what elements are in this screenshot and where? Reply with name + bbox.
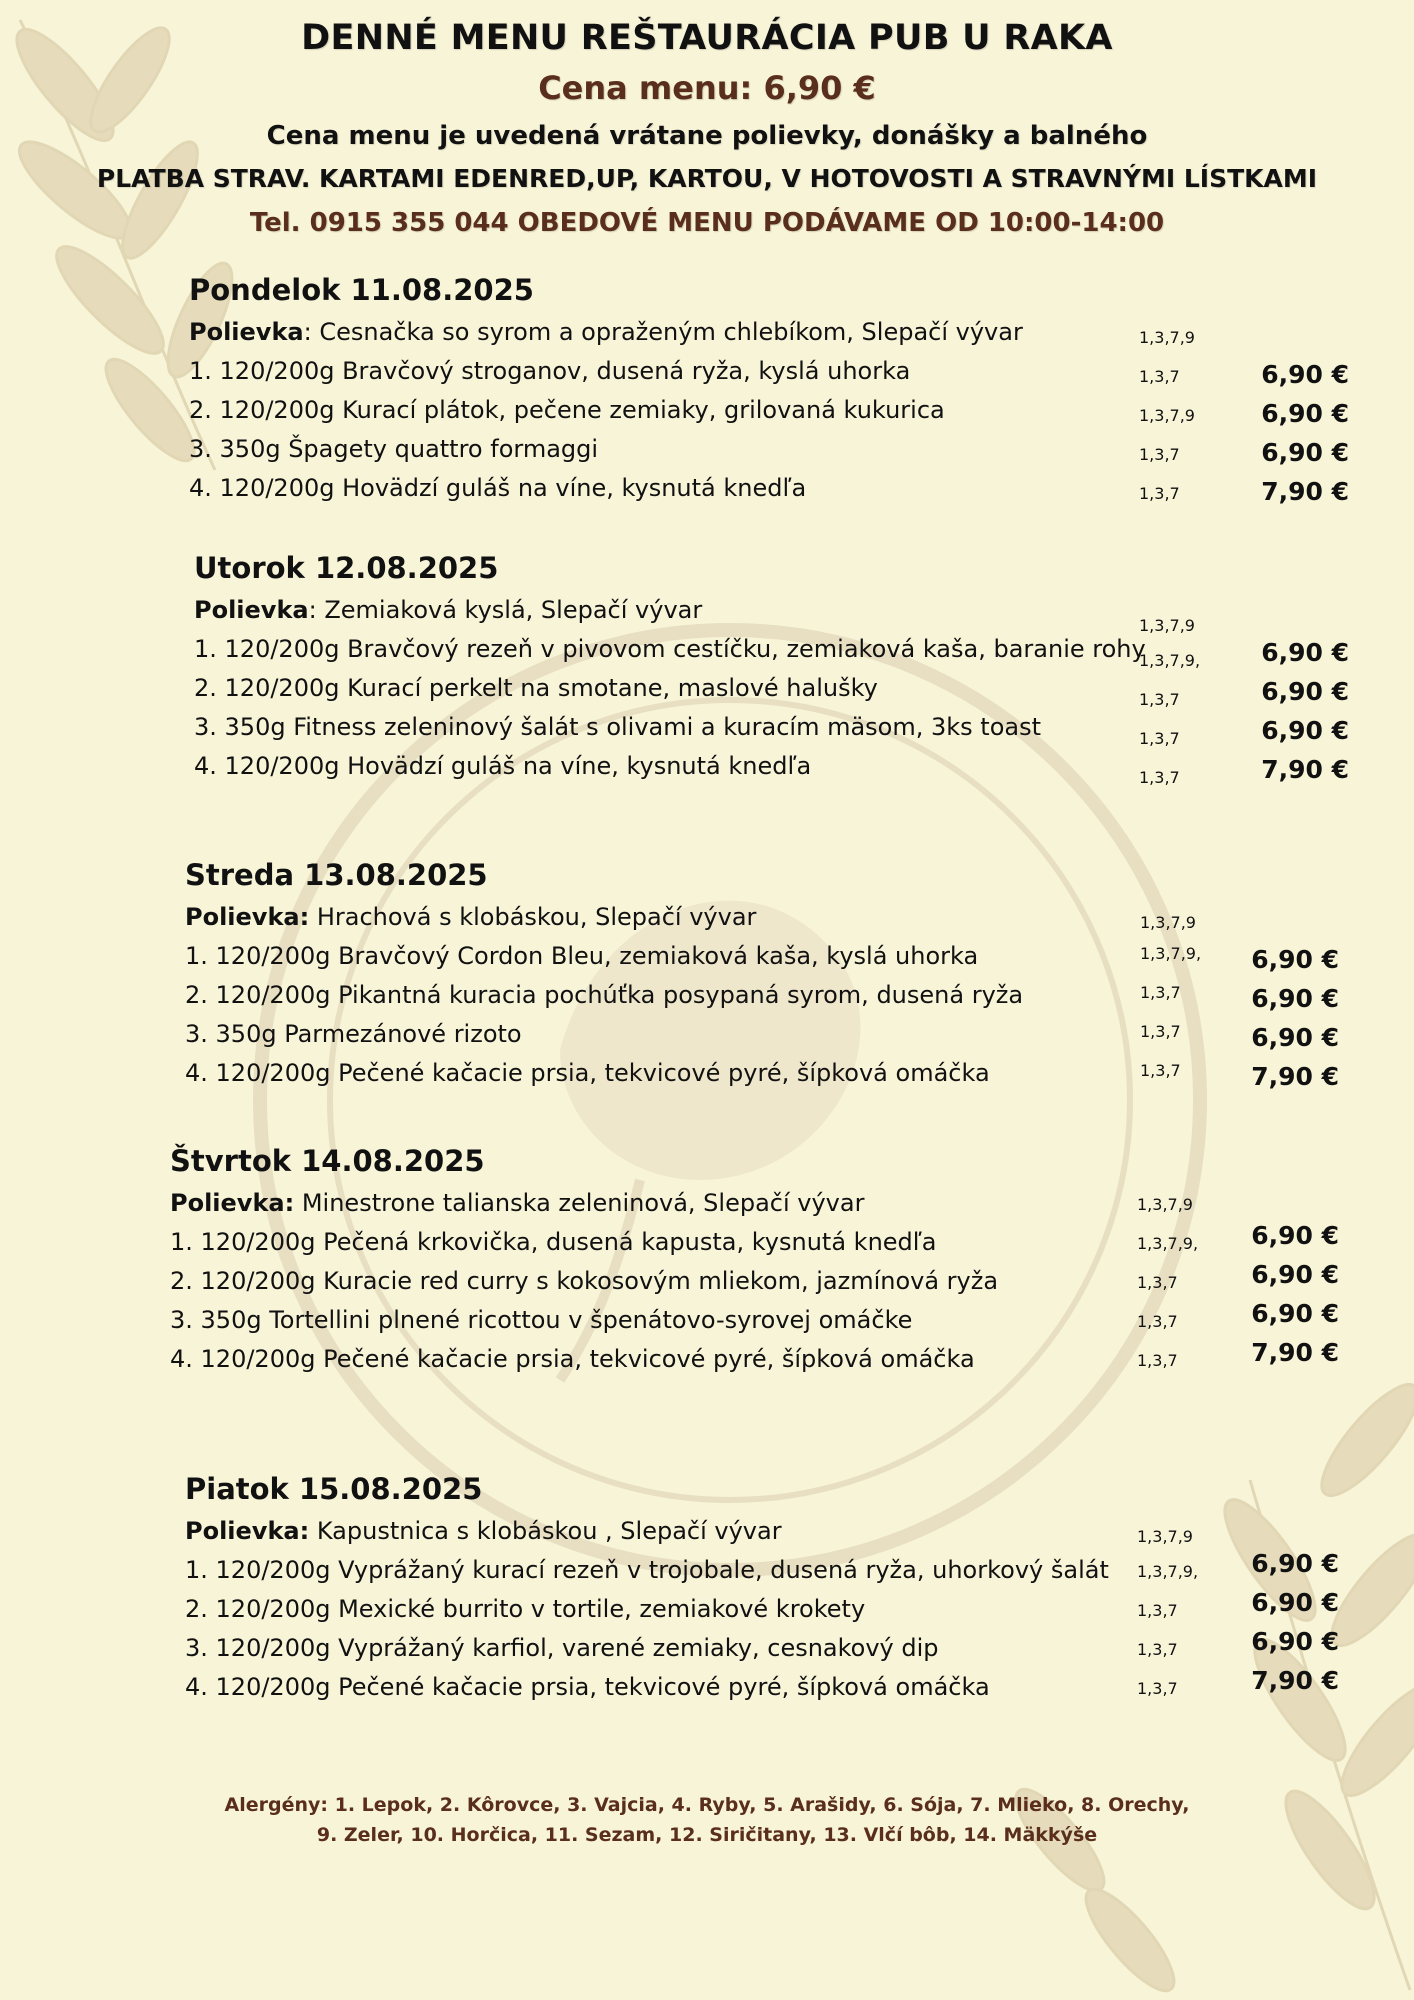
menu-item <box>170 1338 1339 1380</box>
menu-item-price: 6,90 € <box>1261 677 1349 706</box>
menu-item <box>189 470 1349 509</box>
day-section-wednesday <box>185 855 1345 1094</box>
allergen-codes: 1,3,7 <box>1140 1061 1181 1080</box>
allergen-codes: 1,3,7 <box>1140 983 1181 1002</box>
menu-item-price: 6,90 € <box>1251 945 1339 974</box>
menu-item-price: 6,90 € <box>1251 1627 1339 1656</box>
menu-item-name: 4. 120/200g Pečené kačacie prsia, tekvicové pyré, šípková omáčka <box>185 1673 990 1701</box>
allergen-codes: 1,3,7 <box>1137 1312 1178 1331</box>
menu-item-price: 6,90 € <box>1251 1299 1339 1328</box>
day-title: Pondelok 11.08.2025 <box>189 273 534 307</box>
soup-label: Polievka <box>189 318 304 346</box>
menu-item-name: 2. 120/200g Mexické burrito v tortile, zemiakové krokety <box>185 1595 866 1623</box>
allergen-codes: 1,3,7,9 <box>1137 1195 1193 1214</box>
allergen-codes: 1,3,7,9, <box>1137 1234 1199 1253</box>
menu-item <box>185 1055 1339 1094</box>
menu-item-name: 1. 120/200g Bravčový stroganov, dusená ryža, kyslá uhorka <box>189 357 911 385</box>
menu-item <box>194 670 1354 709</box>
menu-item-price: 7,90 € <box>1261 477 1349 506</box>
menu-item-price: 6,90 € <box>1261 716 1349 745</box>
allergen-codes: 1,3,7 <box>1139 768 1180 787</box>
menu-item-name: 3. 350g Fitness zeleninový šalát s olivami a kuracím mäsom, 3ks toast <box>194 713 1041 741</box>
allergen-legend-line-1: Alergény: 1. Lepok, 2. Kôrovce, 3. Vajcia, 4. Ryby, 5. Arašidy, 6. Sója, 7. Mlieko, 8. Orechy, <box>224 1794 1190 1816</box>
menu-item <box>185 1627 1339 1669</box>
allergen-codes: 1,3,7 <box>1139 445 1180 464</box>
day-title: Štvrtok 14.08.2025 <box>170 1144 485 1178</box>
menu-item <box>185 1549 1339 1591</box>
menu-item <box>194 709 1354 748</box>
menu-header <box>0 14 1414 246</box>
allergen-codes: 1,3,7,9 <box>1139 328 1195 347</box>
allergen-legend <box>0 1790 1414 1850</box>
allergen-codes: 1,3,7 <box>1139 367 1180 386</box>
menu-item-name: 1. 120/200g Bravčový rezeň v pivovom cestíčku, zemiaková kaša, baranie rohy <box>194 635 1146 663</box>
menu-item-price: 6,90 € <box>1251 1023 1339 1052</box>
menu-item <box>170 1221 1339 1263</box>
allergen-codes: 1,3,7,9 <box>1137 1527 1193 1546</box>
price-note: Cena menu je uvedená vrátane polievky, donášky a balného <box>266 121 1148 151</box>
menu-item-name: 4. 120/200g Hovädzí guláš na víne, kysnutá knedľa <box>194 752 812 780</box>
soup-name: : Zemiaková kyslá, Slepačí vývar <box>308 596 703 624</box>
menu-item <box>185 1016 1339 1055</box>
allergen-codes: 1,3,7 <box>1139 690 1180 709</box>
menu-item-name: 2. 120/200g Pikantná kuracia pochúťka posypaná syrom, dusená ryža <box>185 981 1024 1009</box>
menu-item-price: 7,90 € <box>1251 1666 1339 1695</box>
menu-item-name: 1. 120/200g Bravčový Cordon Bleu, zemiaková kaša, kyslá uhorka <box>185 942 979 970</box>
menu-item-price: 6,90 € <box>1261 638 1349 667</box>
soup-name: Minestrone talianska zeleninová, Slepačí vývar <box>294 1189 865 1217</box>
menu-item-price: 6,90 € <box>1251 984 1339 1013</box>
allergen-codes: 1,3,7,9 <box>1140 913 1196 932</box>
soup-row <box>189 314 1349 353</box>
menu-item-price: 6,90 € <box>1251 1549 1339 1578</box>
allergen-codes: 1,3,7 <box>1139 729 1180 748</box>
page-title: DENNÉ MENU REŠTAURÁCIA PUB U RAKA <box>301 18 1113 58</box>
soup-label: Polievka <box>194 596 309 624</box>
menu-item <box>185 1588 1339 1630</box>
menu-item-price: 6,90 € <box>1261 399 1349 428</box>
soup-row <box>185 899 1345 938</box>
menu-item-name: 2. 120/200g Kuracie red curry s kokosovým mliekom, jazmínová ryža <box>170 1267 999 1295</box>
soup-row <box>194 592 1354 635</box>
payment-info: PLATBA STRAV. KARTAMI EDENRED,UP, KARTOU, V HOTOVOSTI A STRAVNÝMI LÍSTKAMI <box>96 164 1318 193</box>
menu-item-name: 3. 350g Špagety quattro formaggi <box>189 435 599 463</box>
allergen-codes: 1,3,7 <box>1139 484 1180 503</box>
menu-item-price: 6,90 € <box>1251 1260 1339 1289</box>
menu-item <box>185 938 1339 977</box>
menu-item <box>189 431 1349 470</box>
menu-item-name: 2. 120/200g Kurací perkelt na smotane, maslové halušky <box>194 674 878 702</box>
menu-item <box>185 1666 1339 1708</box>
day-title: Piatok 15.08.2025 <box>185 1472 483 1506</box>
day-title: Utorok 12.08.2025 <box>194 551 499 585</box>
menu-price: Cena menu: 6,90 € <box>538 69 876 107</box>
menu-item <box>189 392 1349 431</box>
soup-label: Polievka: <box>185 1517 310 1545</box>
menu-item-name: 4. 120/200g Pečené kačacie prsia, tekvicové pyré, šípková omáčka <box>185 1059 990 1087</box>
soup-name: : Cesnačka so syrom a opraženým chlebíkom, Slepačí vývar <box>303 318 1023 346</box>
allergen-codes: 1,3,7,9 <box>1139 616 1195 635</box>
allergen-codes: 1,3,7 <box>1137 1351 1178 1370</box>
allergen-codes: 1,3,7,9 <box>1139 406 1195 425</box>
allergen-codes: 1,3,7,9, <box>1140 944 1202 963</box>
menu-item-price: 7,90 € <box>1251 1338 1339 1367</box>
soup-label: Polievka: <box>170 1189 295 1217</box>
menu-item-name: 2. 120/200g Kurací plátok, pečene zemiaky, grilovaná kukurica <box>189 396 945 424</box>
menu-item-price: 6,90 € <box>1261 360 1349 389</box>
allergen-codes: 1,3,7 <box>1137 1273 1178 1292</box>
allergen-codes: 1,3,7,9, <box>1137 1562 1199 1581</box>
soup-label: Polievka: <box>185 903 310 931</box>
day-section-thursday <box>170 1141 1339 1380</box>
menu-item <box>170 1299 1339 1341</box>
soup-name: Hrachová s klobáskou, Slepačí vývar <box>309 903 757 931</box>
day-section-monday <box>189 270 1349 509</box>
menu-item-name: 1. 120/200g Vyprážaný kurací rezeň v trojobale, dusená ryža, uhorkový šalát <box>185 1556 1109 1584</box>
menu-item <box>189 353 1349 392</box>
menu-item <box>194 631 1354 670</box>
menu-item-name: 3. 350g Tortellini plnené ricottou v špenátovo-syrovej omáčke <box>170 1306 913 1334</box>
menu-item-name: 4. 120/200g Pečené kačacie prsia, tekvicové pyré, šípková omáčka <box>170 1345 975 1373</box>
menu-item-price: 6,90 € <box>1261 438 1349 467</box>
allergen-legend-line-2: 9. Zeler, 10. Horčica, 11. Sezam, 12. Siričitany, 13. Vlčí bôb, 14. Mäkkýše <box>316 1824 1098 1846</box>
menu-item <box>185 977 1339 1016</box>
menu-item-name: 3. 350g Parmezánové rizoto <box>185 1020 522 1048</box>
allergen-codes: 1,3,7 <box>1140 1022 1181 1041</box>
phone-hours: Tel. 0915 355 044 OBEDOVÉ MENU PODÁVAME OD 10:00-14:00 <box>249 208 1165 238</box>
menu-item-price: 6,90 € <box>1251 1588 1339 1617</box>
menu-item-name: 3. 120/200g Vyprážaný karfiol, varené zemiaky, cesnakový dip <box>185 1634 939 1662</box>
menu-item-price: 7,90 € <box>1261 755 1349 784</box>
day-section-tuesday <box>194 548 1354 787</box>
menu-item-price: 7,90 € <box>1251 1062 1339 1091</box>
day-title: Streda 13.08.2025 <box>185 858 488 892</box>
menu-item-name: 4. 120/200g Hovädzí guláš na víne, kysnutá knedľa <box>189 474 807 502</box>
allergen-codes: 1,3,7 <box>1137 1679 1178 1698</box>
soup-row <box>185 1513 1339 1552</box>
menu-item <box>194 748 1354 787</box>
menu-item <box>170 1260 1339 1302</box>
allergen-codes: 1,3,7 <box>1137 1601 1178 1620</box>
day-section-friday <box>185 1469 1339 1708</box>
soup-name: Kapustnica s klobáskou , Slepačí vývar <box>309 1517 782 1545</box>
allergen-codes: 1,3,7 <box>1137 1640 1178 1659</box>
menu-item-price: 6,90 € <box>1251 1221 1339 1250</box>
menu-item-name: 1. 120/200g Pečená krkovička, dusená kapusta, kysnutá knedľa <box>170 1228 937 1256</box>
allergen-codes: 1,3,7,9, <box>1139 651 1201 670</box>
soup-row <box>170 1185 1339 1224</box>
